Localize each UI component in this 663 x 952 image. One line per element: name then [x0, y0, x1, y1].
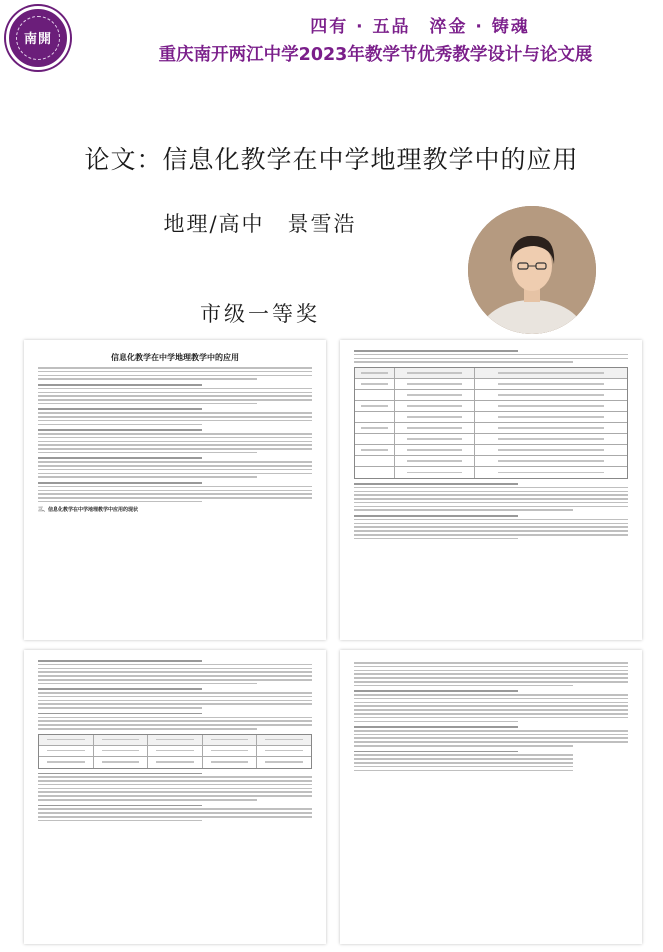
data-table — [354, 367, 628, 479]
body-text — [354, 730, 628, 747]
section-heading — [38, 805, 312, 807]
body-text — [38, 412, 312, 425]
section-heading — [38, 429, 312, 431]
section-heading — [38, 688, 312, 690]
preview-page-3 — [24, 650, 326, 944]
banner-header — [0, 0, 663, 80]
body-text — [354, 662, 628, 686]
body-text — [38, 664, 312, 685]
body-text — [38, 808, 312, 821]
section-heading — [354, 751, 628, 753]
section-heading — [38, 773, 312, 775]
body-text — [354, 694, 628, 722]
body-text — [38, 692, 312, 709]
section-heading — [38, 457, 312, 459]
body-text — [38, 461, 312, 478]
section-heading — [354, 690, 628, 692]
author-line: 地理/高中 景雪浩 — [163, 212, 357, 236]
school-logo — [6, 6, 70, 70]
body-text — [38, 717, 312, 730]
data-table — [38, 734, 312, 769]
body-text — [38, 486, 312, 503]
header-event-title: 重庆南开两江中学2023年教学节优秀教学设计与论文展 — [158, 45, 593, 65]
body-text — [38, 433, 312, 454]
section-heading — [38, 482, 312, 484]
section-heading: 三、信息化教学在中学地理教学中应用的现状 — [38, 507, 139, 514]
preview-page-1 — [24, 340, 326, 640]
body-text — [38, 388, 312, 405]
references-list — [354, 754, 628, 771]
preview-page-4 — [340, 650, 642, 944]
section-heading — [38, 713, 312, 715]
header-slogan: 四有 · 五品 淬金 · 铸魂 — [310, 17, 530, 37]
logo-text: 南開 — [23, 32, 52, 47]
author-photo — [468, 206, 596, 334]
portrait-image — [468, 206, 596, 334]
paper-title: 论文：信息化教学在中学地理教学中的应用 — [84, 145, 579, 174]
preview-page-2 — [340, 340, 642, 640]
section-heading — [38, 660, 312, 662]
section-heading — [354, 515, 628, 517]
section-heading — [38, 384, 312, 386]
section-heading — [354, 483, 628, 485]
section-heading — [38, 408, 312, 410]
section-heading — [354, 726, 628, 728]
section-heading — [354, 350, 628, 352]
preview-page-title: 信息化教学在中学地理教学中的应用 — [111, 352, 239, 362]
body-text — [354, 487, 628, 511]
abstract-text — [38, 367, 312, 380]
body-text — [354, 354, 628, 363]
award-label: 市级一等奖 — [200, 302, 320, 326]
body-text — [354, 519, 628, 540]
body-text — [38, 776, 312, 800]
